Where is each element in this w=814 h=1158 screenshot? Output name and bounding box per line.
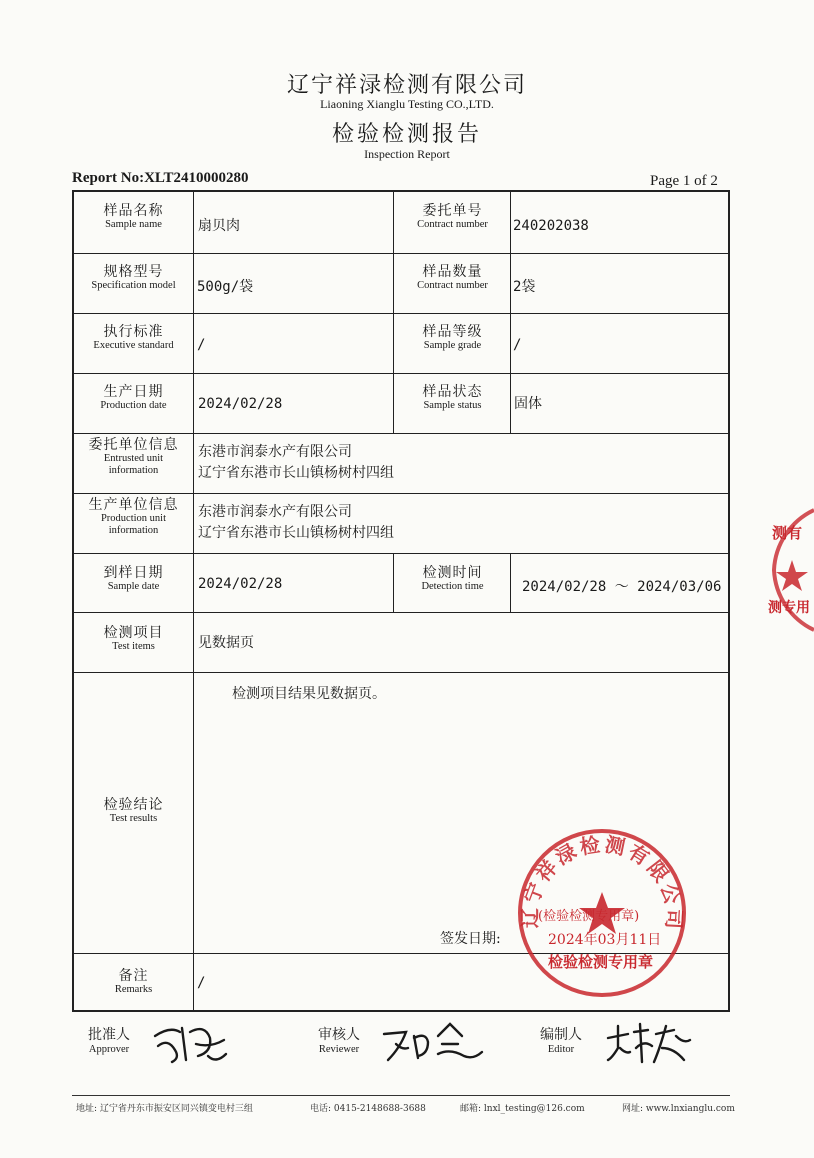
remarks-value: / <box>197 975 206 991</box>
entrusted-unit-value: 东港市润泰水产有限公司 辽宁省东港市长山镇杨树村四组 <box>198 444 394 481</box>
remarks-label: 备注 Remarks <box>114 968 153 996</box>
row-divider <box>72 373 730 374</box>
sample-name-label: 样品名称 Sample name <box>103 203 164 231</box>
column-divider <box>393 553 394 612</box>
editor-label: 编制人 Editor <box>540 1027 582 1055</box>
report-number: Report No:XLT2410000280 <box>72 170 249 186</box>
approver-signature <box>150 1018 230 1068</box>
column-divider <box>393 190 394 433</box>
reviewer-label: 审核人 Reviewer <box>318 1027 360 1055</box>
production-unit-label: 生产单位信息 Production unit information <box>88 497 179 537</box>
sample-status-label: 样品状态 Sample status <box>422 384 483 412</box>
footer-address: 地址: 辽宁省丹东市振安区同兴镇变电村三组 <box>76 1104 253 1114</box>
production-unit-value: 东港市润泰水产有限公司 辽宁省东港市长山镇杨树村四组 <box>198 504 394 541</box>
approver-label: 批准人 Approver <box>88 1027 130 1055</box>
row-divider <box>72 612 730 613</box>
page-indicator: Page 1 of 2 <box>650 173 718 189</box>
report-title-cn: 检验检测报告 <box>331 122 482 147</box>
row-divider <box>72 493 730 494</box>
editor-signature <box>604 1018 694 1068</box>
detection-time-label: 检测时间 Detection time <box>421 565 484 593</box>
test-items-label: 检测项目 Test items <box>103 625 164 653</box>
executive-standard-label: 执行标准 Executive standard <box>93 324 174 352</box>
seal-inner-text: (检验检测专用章) <box>538 909 640 924</box>
row-divider <box>72 672 730 673</box>
reviewer-signature <box>378 1018 488 1068</box>
row-divider <box>72 433 730 434</box>
issue-date-label: 签发日期: <box>440 931 501 947</box>
detection-time-value: 2024/02/28 ～ 2024/03/06 <box>522 579 722 595</box>
test-items-value: 见数据页 <box>198 635 254 651</box>
edge-seal-text-top: 测有 <box>772 524 803 542</box>
company-name-en: Liaoning Xianglu Testing CO.,LTD. <box>320 97 494 111</box>
sample-grade-value: / <box>513 337 522 353</box>
production-date-value: 2024/02/28 <box>198 396 283 412</box>
column-divider <box>193 190 194 1012</box>
company-name-cn: 辽宁祥渌检测有限公司 <box>286 73 527 98</box>
row-divider <box>72 313 730 314</box>
sample-grade-label: 样品等级 Sample grade <box>422 324 483 352</box>
edge-seal-text-bottom: 测专用 <box>768 600 810 616</box>
footer-email: 邮箱: lnxl_testing@126.com <box>460 1104 585 1114</box>
seal-date: 2024年03月11日 <box>548 932 662 948</box>
contract-number-value: 240202038 <box>513 218 589 234</box>
seal-bottom-text: 检验检测专用章 <box>548 953 654 971</box>
footer-phone: 电话: 0415-2148688-3688 <box>310 1104 426 1114</box>
seal-ring-text: 辽宁祥渌检测有限公司 <box>517 831 687 933</box>
sample-quantity-label: 样品数量 Contract number <box>417 264 488 292</box>
footer-divider <box>72 1095 730 1096</box>
sample-date-value: 2024/02/28 <box>198 576 283 592</box>
test-results-value: 检测项目结果见数据页。 <box>232 686 386 702</box>
contract-number-label: 委托单号 Contract number <box>417 203 488 231</box>
column-divider <box>510 190 511 433</box>
entrusted-unit-label: 委托单位信息 Entrusted unit information <box>88 437 179 477</box>
production-date-label: 生产日期 Production date <box>100 384 167 412</box>
sample-date-label: 到样日期 Sample date <box>103 565 164 593</box>
sample-quantity-value: 2袋 <box>513 279 536 295</box>
column-divider <box>510 553 511 612</box>
test-results-label: 检验结论 Test results <box>103 797 164 825</box>
footer-website: 网址: www.lnxianglu.com <box>622 1104 735 1114</box>
row-divider <box>72 553 730 554</box>
report-title-en: Inspection Report <box>364 147 450 161</box>
sample-status-value: 固体 <box>514 396 542 412</box>
spec-model-value: 500g/袋 <box>197 279 254 295</box>
executive-standard-value: / <box>197 337 206 353</box>
row-divider <box>72 253 730 254</box>
spec-model-label: 规格型号 Specification model <box>91 264 176 292</box>
sample-name-value: 扇贝肉 <box>198 218 240 234</box>
